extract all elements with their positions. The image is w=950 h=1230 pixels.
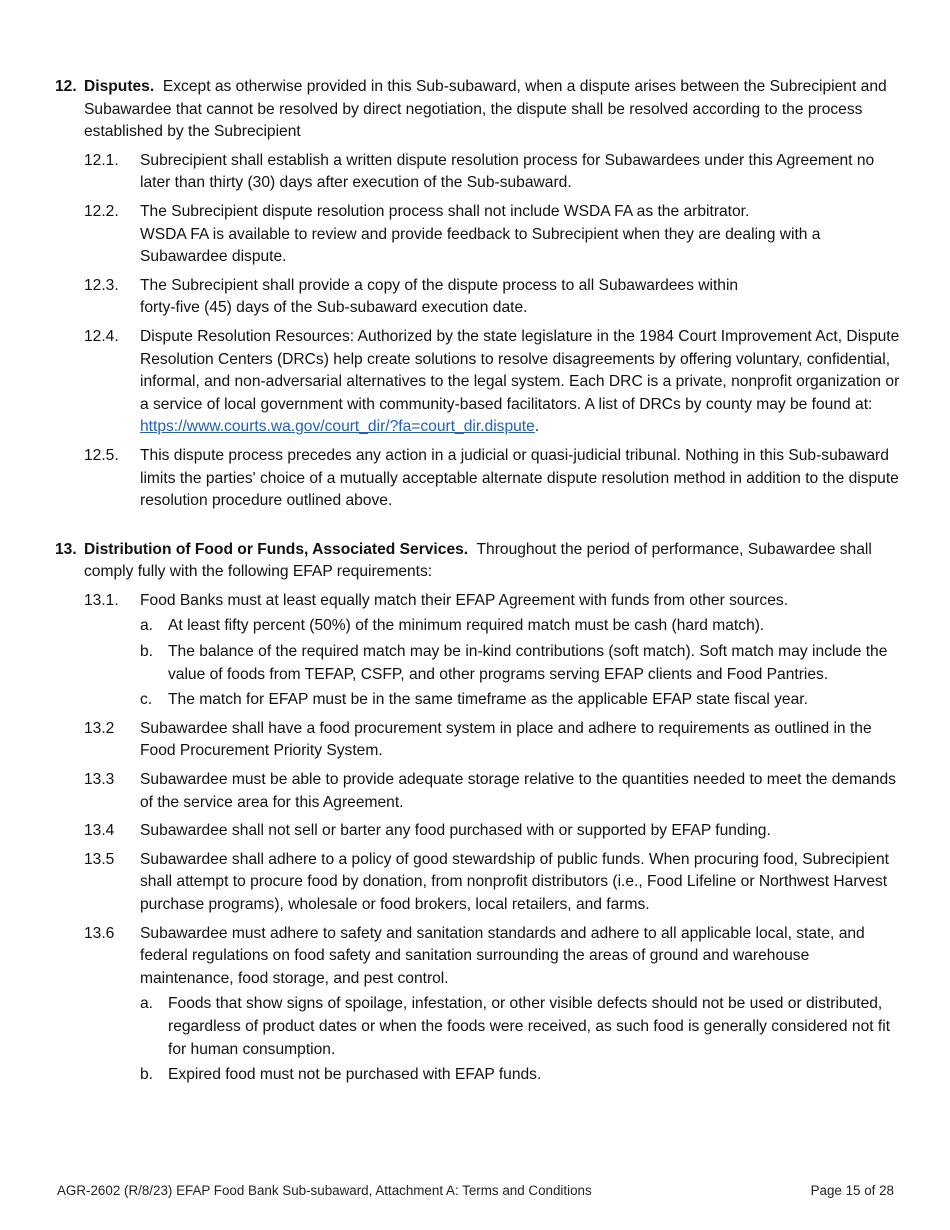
section-number: 13. bbox=[55, 540, 77, 558]
subclause-text: Foods that show signs of spoilage, infestation, or other visible defects should not be used or distributed, regardless of product dates or when the foods were received, as such food is generally considered not fit for human consumption. bbox=[168, 995, 891, 1058]
clause-number: 13.3 bbox=[84, 771, 115, 789]
clause-text: This dispute process precedes any action in a judicial or quasi-judicial tribunal. Nothing in this Sub-subaward limits the parties' choice of a mutually acceptable alternate dispute resolution method in addition to the dispute resolution procedure outlined above. bbox=[140, 446, 899, 510]
clause-number: 12.5. bbox=[84, 446, 119, 464]
footer-document-id: AGR-2602 (R/8/23) EFAP Food Bank Sub-subaward, Attachment A: Terms and Conditions bbox=[57, 1183, 592, 1198]
section-intro: Throughout the period of performance, Subawardee shall comply fully with the following EFAP requirements: bbox=[84, 540, 872, 581]
clause-12-5 bbox=[55, 445, 900, 513]
subclause-text: The balance of the required match may be in-kind contributions (soft match). Soft match may include the value of foods from TEFAP, CSFP, and other programs serving EFAP clients and Food Pantries. bbox=[168, 643, 888, 683]
link-suffix: . bbox=[534, 418, 540, 436]
clause-text: Subawardee shall adhere to a policy of good stewardship of public funds. When procuring food, Subrecipient shall attempt to procure food by donation, from nonprofit distributors (i.e., Food Lifeline or Northwest Harvest purchase programs), wholesale or food brokers, local retailers, and farms. bbox=[140, 850, 889, 913]
clause-text: The Subrecipient dispute resolution process shall not include WSDA FA as the arbitrator. bbox=[140, 202, 750, 220]
clause-13-2 bbox=[55, 718, 900, 763]
clause-13-6 bbox=[55, 923, 900, 991]
clause-text: The Subrecipient shall provide a copy of the dispute process to all Subawardees within bbox=[140, 276, 739, 294]
clause-number: 12.4. bbox=[84, 327, 119, 345]
clause-text: Dispute Resolution Resources: Authorized by the state legislature in the 1984 Court Improvement Act, Dispute Resolution Centers (DRCs) help create solutions to resolve disagreements by offering voluntary, confidential, informal, and non-adversarial alternatives to the legal system. Each DRC is a private, nonprofit organization or a service of local government with community-based facilitators. A list of DRCs by county may be found at: bbox=[140, 327, 900, 413]
subclause-text: At least fifty percent (50%) of the minimum required match must be cash (hard match). bbox=[168, 617, 765, 635]
clause-number: 13.6 bbox=[84, 924, 115, 942]
clause-text: Subawardee must be able to provide adequate storage relative to the quantities needed to meet the demands of the service area for this Agreement. bbox=[140, 771, 896, 811]
subclause-letter: a. bbox=[140, 995, 154, 1013]
clause-text: Subrecipient shall establish a written dispute resolution process for Subawardees under this Agreement no later than thirty (30) days after execution of the Sub-subaward. bbox=[140, 151, 875, 192]
clause-number: 13.2 bbox=[84, 719, 115, 737]
clause-text: Subawardee shall not sell or barter any food purchased with or supported by EFAP funding. bbox=[140, 822, 771, 840]
clause-number: 13.5 bbox=[84, 850, 115, 868]
section-heading: Disputes. bbox=[84, 78, 155, 95]
clause-13-5 bbox=[55, 849, 900, 917]
section-13 bbox=[55, 539, 900, 584]
clause-number: 12.2. bbox=[84, 202, 119, 220]
clause-13-1 bbox=[55, 590, 900, 613]
document-body bbox=[55, 76, 900, 1087]
section-12 bbox=[55, 76, 900, 144]
dispute-centers-link[interactable]: https://www.courts.wa.gov/court_dir/?fa=court_dir.dispute bbox=[140, 418, 535, 436]
section-heading: Distribution of Food or Funds, Associated Services. bbox=[84, 540, 469, 558]
subclause-13-1-a bbox=[55, 615, 900, 638]
clause-12-4 bbox=[55, 326, 900, 439]
subclause-text: Expired food must not be purchased with EFAP funds. bbox=[168, 1066, 542, 1084]
clause-12-1 bbox=[55, 150, 900, 195]
clause-number: 12.3. bbox=[84, 276, 119, 294]
footer-page-number: Page 15 of 28 bbox=[810, 1183, 894, 1198]
clause-number: 12.1. bbox=[84, 151, 119, 169]
section-intro: Except as otherwise provided in this Sub-subaward, when a dispute arises between the Subrecipient and Subawardee that cannot be resolved by direct negotiation, the dispute shall be resolved according to the process established by the Subrecipient bbox=[84, 78, 887, 141]
clause-number: 13.1. bbox=[84, 591, 119, 609]
clause-text: Subawardee shall have a food procurement system in place and adhere to requirements as outlined in the Food Procurement Priority System. bbox=[140, 719, 872, 760]
subclause-13-6-a bbox=[55, 993, 900, 1061]
clause-text: Subawardee must adhere to safety and sanitation standards and adhere to all applicable local, state, and federal regulations on food safety and sanitation surrounding the areas of ground and warehouse maintenance, food storage, and pest control. bbox=[140, 924, 865, 987]
subclause-text: The match for EFAP must be in the same timeframe as the applicable EFAP state fiscal year. bbox=[168, 691, 808, 709]
section-spacer bbox=[55, 513, 900, 539]
clause-text: Food Banks must at least equally match their EFAP Agreement with funds from other sources. bbox=[140, 591, 789, 609]
clause-text: forty-five (45) days of the Sub-subaward execution date. bbox=[140, 299, 528, 317]
subclause-letter: a. bbox=[140, 617, 154, 635]
subclause-letter: b. bbox=[140, 643, 154, 661]
clause-13-3 bbox=[55, 769, 900, 814]
clause-12-2 bbox=[55, 201, 900, 269]
clause-text: WSDA FA is available to review and provide feedback to Subrecipient when they are dealing with a Subawardee dispute. bbox=[140, 225, 821, 266]
clause-number: 13.4 bbox=[84, 822, 115, 840]
section-number: 12. bbox=[55, 78, 77, 95]
clause-12-3 bbox=[55, 275, 900, 320]
clause-13-4 bbox=[55, 820, 900, 843]
subclause-letter: b. bbox=[140, 1066, 154, 1084]
subclause-13-1-c bbox=[55, 689, 900, 712]
subclause-letter: c. bbox=[140, 691, 153, 709]
subclause-13-6-b bbox=[55, 1064, 900, 1087]
subclause-13-1-b bbox=[55, 641, 900, 686]
